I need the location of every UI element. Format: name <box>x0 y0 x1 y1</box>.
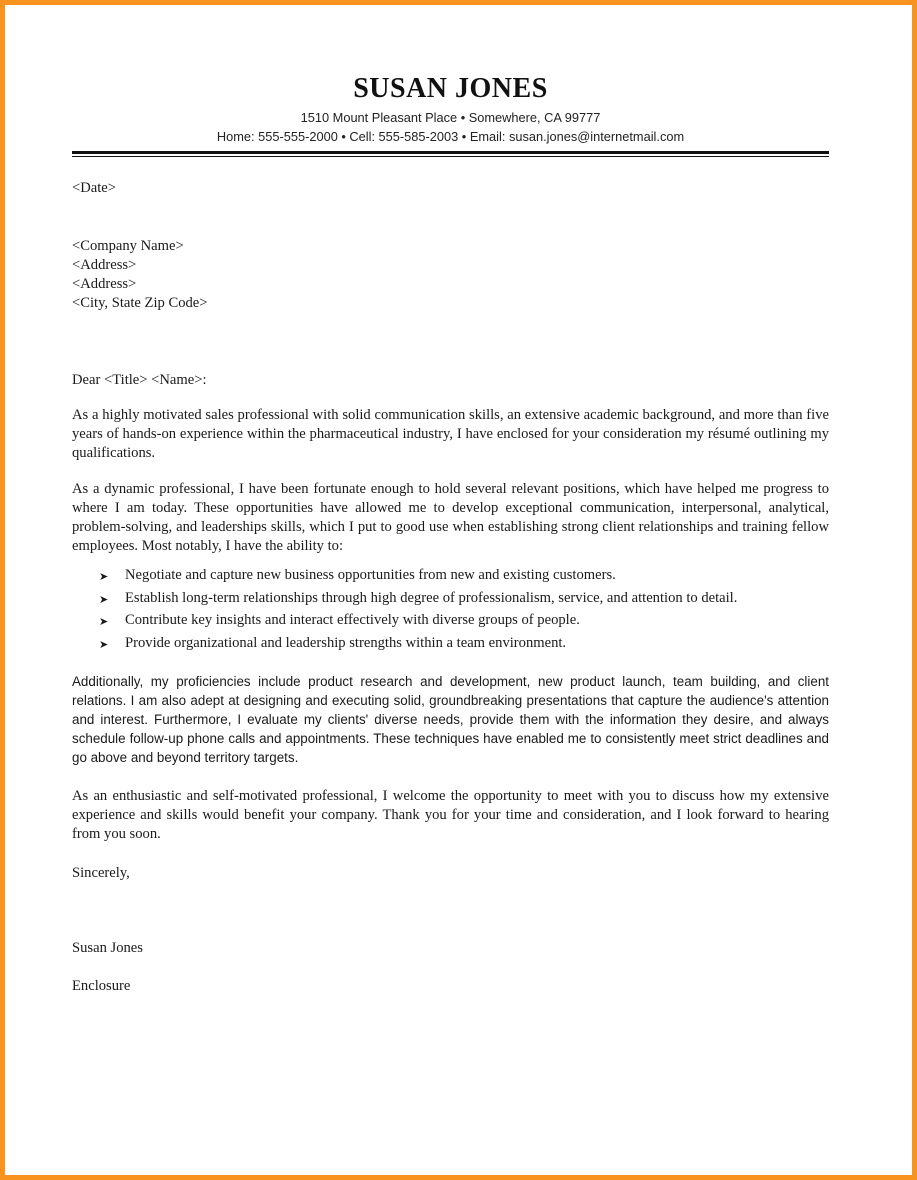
bullet-text: Establish long-term relationships through high degree of professionalism, service, and attention to detail. <box>125 589 738 606</box>
applicant-contact: Home: 555-555-2000 • Cell: 555-585-2003 • Email: susan.jones@internetmail.com <box>216 129 685 144</box>
arrowhead-bullet-icon: ➤ <box>99 592 109 606</box>
list-item <box>72 589 829 612</box>
list-item <box>72 634 829 657</box>
header-divider-thick <box>72 151 829 154</box>
list-item <box>72 611 829 634</box>
recipient-company: <Company Name> <box>72 238 184 254</box>
bullet-text: Provide organizational and leadership strengths within a team environment. <box>125 634 567 651</box>
salutation: Dear <Title> <Name>: <box>72 372 207 388</box>
recipient-city: <City, State Zip Code> <box>72 295 208 311</box>
applicant-name: SUSAN JONES <box>353 73 548 104</box>
paragraph-intro: As a highly motivated sales professional with solid communication skills, an extensive academic background, and more than five years of hands-on experience within the pharmaceutical industry, I have enclosed for your consideration my résumé outlining my qualifications. <box>72 407 829 461</box>
paragraph-background: As a dynamic professional, I have been fortunate enough to hold several relevant positions, which have helped me progress to where I am today. These opportunities have allowed me to develop exceptional communication, interpersonal, analytical, problem-solving, and leaderships skills, which I put to good use when establishing strong client relationships and training fellow employees. Most notably, I have the ability to: <box>72 481 829 554</box>
recipient-address-2: <Address> <box>72 276 137 292</box>
enclosure-note: Enclosure <box>72 978 131 994</box>
bullet-text: Negotiate and capture new business opportunities from new and existing customers. <box>125 567 616 583</box>
skills-bullet-list <box>72 566 829 656</box>
bullet-text: Contribute key insights and interact effectively with diverse groups of people. <box>125 612 580 628</box>
letter-date: <Date> <box>72 180 117 196</box>
signature-name: Susan Jones <box>72 940 143 956</box>
applicant-address: 1510 Mount Pleasant Place • Somewhere, CA 99777 <box>300 110 601 125</box>
closing-phrase: Sincerely, <box>72 865 130 881</box>
paragraph-closing: As an enthusiastic and self-motivated professional, I welcome the opportunity to meet with you to discuss how my extensive experience and skills would benefit your company. Thank you for your time and consideration, and I look forward to hearing from you soon. <box>72 788 829 842</box>
list-item <box>72 566 829 589</box>
arrowhead-bullet-icon: ➤ <box>99 615 109 628</box>
arrowhead-bullet-icon: ➤ <box>99 637 109 651</box>
paragraph-proficiencies: Additionally, my proficiencies include product research and development, new product launch, team building, and client relations. I am also adept at designing and executing solid, groundbreaking presentations that capture the audience's attention and interest. Furthermore, I evaluate my clients' diverse needs, provide them with the information they desire, and always schedule follow-up phone calls and appointments. These techniques have enabled me to consistently meet strict deadlines and go above and beyond territory targets. <box>72 674 829 765</box>
header-divider-thin <box>72 156 829 157</box>
recipient-address-1: <Address> <box>72 257 137 273</box>
arrowhead-bullet-icon: ➤ <box>99 570 109 583</box>
